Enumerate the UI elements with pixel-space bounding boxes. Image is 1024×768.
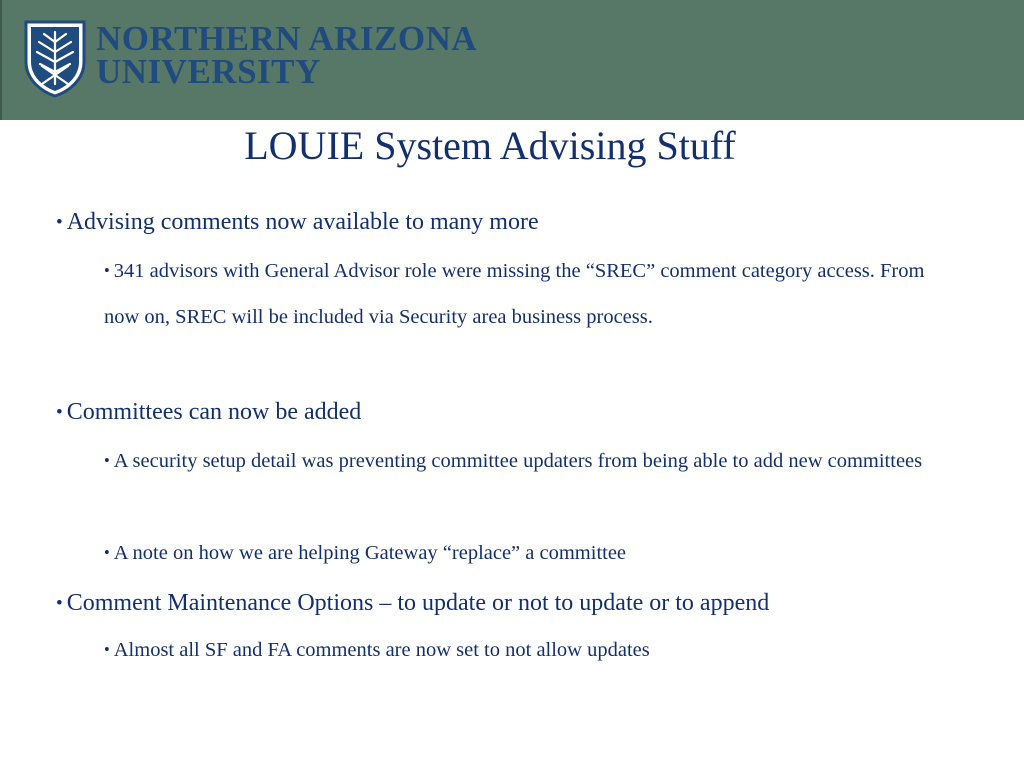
- sub-bullet-text: Almost all SF and FA comments are now set to not allow updates: [113, 639, 650, 661]
- slide-title: LOUIE System Advising Stuff: [244, 123, 736, 168]
- wordmark-line-1: NORTHERN ARIZONA: [96, 19, 478, 58]
- sub-bullet-srec-access: [104, 248, 964, 340]
- bullet-marker: •: [56, 593, 63, 614]
- bullet-marker: •: [104, 451, 110, 470]
- bullet-committees: [56, 398, 361, 427]
- wordmark-line-2: UNIVERSITY: [96, 52, 321, 91]
- bullet-marker: •: [104, 543, 110, 562]
- bullet-marker: •: [56, 402, 63, 423]
- bullet-marker: •: [104, 261, 110, 280]
- bullet-comment-maintenance: [56, 589, 769, 618]
- sub-bullet-text: A note on how we are helping Gateway “replace” a committee: [113, 542, 627, 564]
- sub-bullet-text: 341 advisors with General Advisor role were missing the “SREC” comment category access. From now on, SREC will be included via Security area business process.: [104, 260, 925, 328]
- sub-bullet-gateway-replace: [104, 530, 964, 576]
- bullet-text: Committees can now be added: [66, 399, 362, 425]
- bullet-marker: •: [56, 212, 63, 233]
- bullet-text: Advising comments now available to many more: [66, 209, 539, 235]
- sub-bullet-text: A security setup detail was preventing committee updaters from being able to add new committees: [113, 450, 923, 472]
- sub-bullet-sf-fa-comments: [104, 627, 964, 673]
- bullet-marker: •: [104, 640, 110, 659]
- bullet-text: Comment Maintenance Options – to update or not to update or to append: [66, 590, 770, 616]
- bullet-advising-comments: [56, 208, 539, 237]
- sub-bullet-security-setup: [104, 438, 964, 484]
